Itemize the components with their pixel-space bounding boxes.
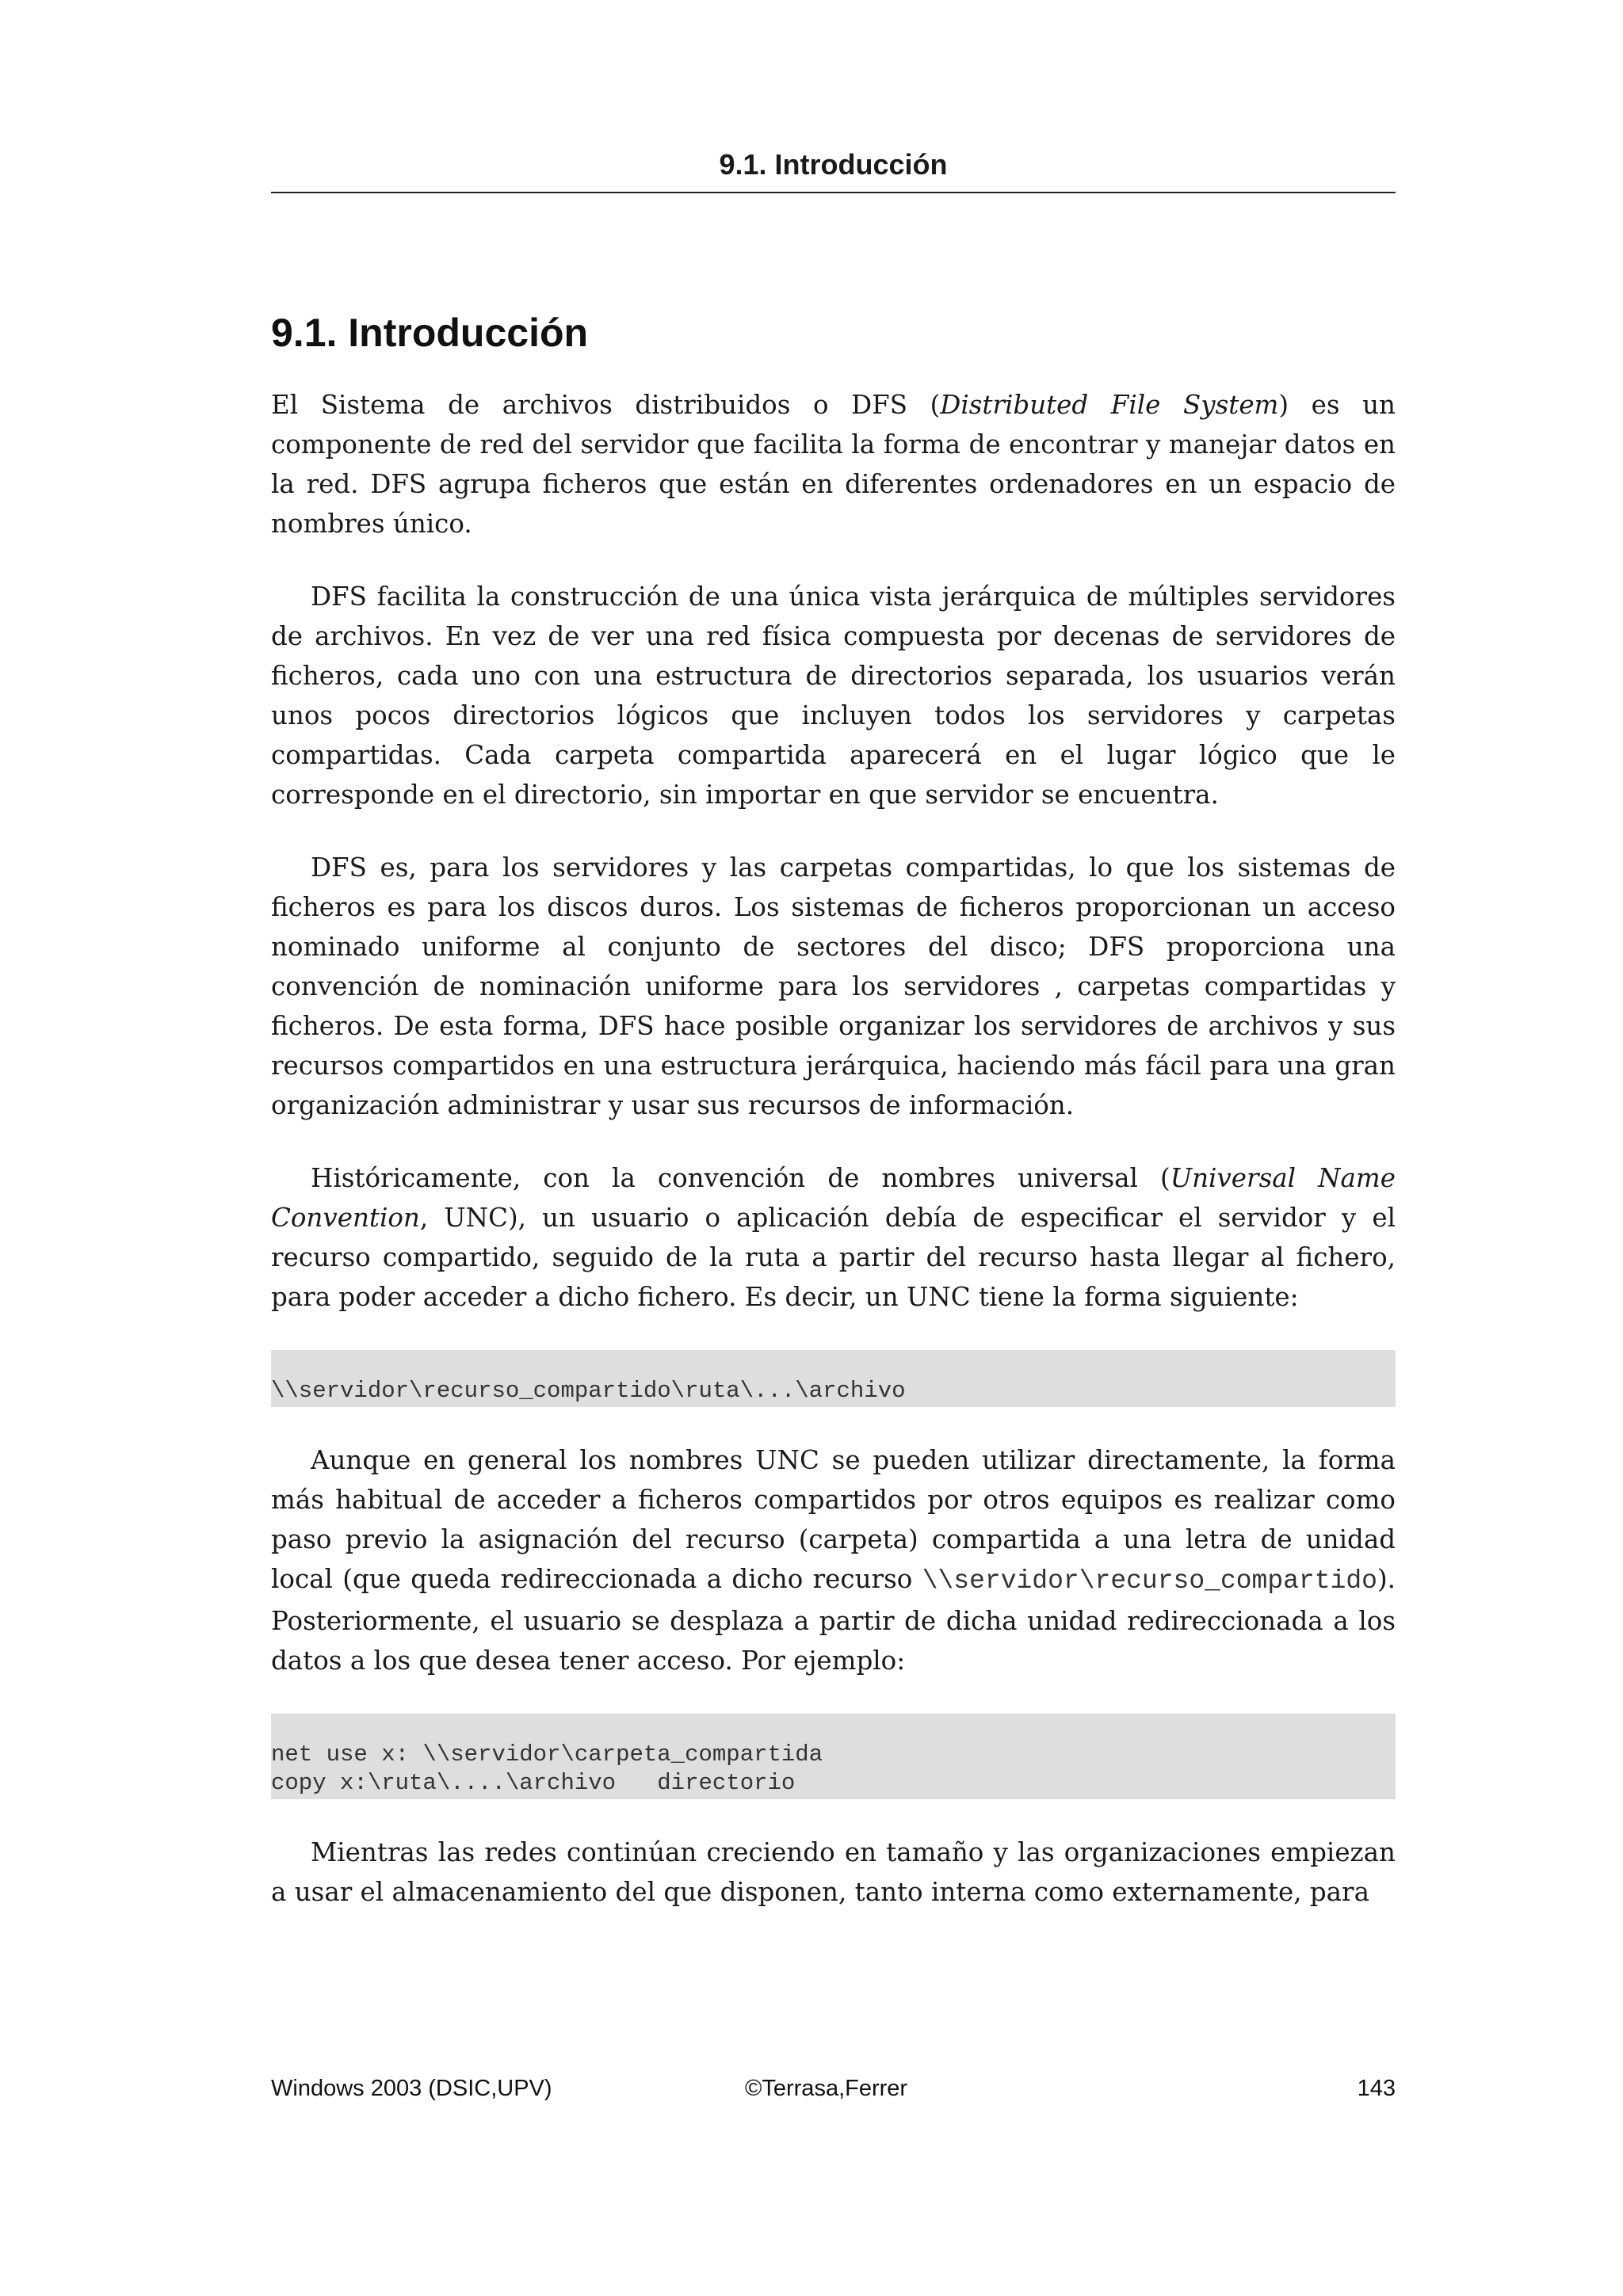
paragraph-4 — [271, 1158, 1396, 1317]
paragraph-4-part-b: , UNC), un usuario o aplicación debía de especificar el servidor y el recurso compartido, seguido de la ruta a partir del recurso hasta llegar al fichero, para poder acceder a dicho fichero. Es decir, un UNC tiene la forma siguiente: — [271, 1203, 1396, 1312]
paragraph-5-part-a: Aunque en general los nombres UNC se pueden utilizar directamente, la forma más habitual de acceder a ficheros compartidos por otros equipos es realizar como paso previo la asignación del recurso (carpeta) compartida a una letra de unidad local (que queda redireccionada a dicho recurso — [271, 1445, 1396, 1594]
paragraph-3: DFS es, para los servidores y las carpetas compartidas, lo que los sistemas de ficheros es para los discos duros. Los sistemas de ficheros proporcionan un acceso nominado uniforme al conjunto de sectores del disco; DFS proporciona una convención de nominación uniforme para los servidores , carpetas compartidas y ficheros. De esta forma, DFS hace posible organizar los servidores de archivos y sus recursos compartidos en una estructura jerárquica, haciendo más fácil para una gran organización administrar y usar sus recursos de información. — [271, 852, 1396, 1120]
code-line: \\servidor\recurso_compartido\ruta\...\archivo — [271, 1378, 906, 1404]
paragraph-5-part-b: ). Posteriormente, el usuario se desplaza a partir de dicha unidad redireccionada a los datos a los que desea tener acceso. Por ejemplo: — [271, 1564, 1396, 1676]
paragraph-1-part-a: El Sistema de archivos distribuidos o DFS ( — [271, 390, 941, 420]
code-block-net-use — [271, 1714, 1396, 1799]
paragraph-1-part-b: ) es un componente de red del servidor que facilita la forma de encontrar y manejar datos en la red. DFS agrupa ficheros que están en diferentes ordenadores en un espacio de nombres único. — [271, 390, 1396, 539]
paragraph-4-emphasis: Universal Name Convention — [271, 1163, 1396, 1233]
paragraph-4-part-a: Históricamente, con la convención de nombres universal ( — [311, 1163, 1170, 1193]
paragraph-2: DFS facilita la construcción de una única vista jerárquica de múltiples servidores de archivos. En vez de ver una red física compuesta por decenas de servidores de ficheros, cada uno con una estructura de directorios separada, los usuarios verán unos pocos directorios lógicos que incluyen todos los servidores y carpetas compartidas. Cada carpeta compartida aparecerá en el lugar lógico que le corresponde en el directorio, sin importar en que servidor se encuentra. — [271, 582, 1396, 810]
header-rule — [271, 192, 1396, 193]
footer-left-text: Windows 2003 (DSIC,UPV) — [271, 2076, 552, 2101]
code-line: net use x: \\servidor\carpeta_compartida — [271, 1741, 823, 1768]
paragraph-1 — [271, 385, 1396, 543]
page-number: 143 — [1357, 2076, 1396, 2101]
paragraph-5 — [271, 1440, 1396, 1680]
paragraph-6: Mientras las redes continúan creciendo en tamaño y las organizaciones empiezan a usar el almacenamiento del que disponen, tanto interna como externamente, para — [271, 1837, 1396, 1907]
paragraph-1-emphasis: Distributed File System — [940, 390, 1279, 420]
code-block-unc — [271, 1350, 1396, 1407]
paragraph-5-inline-code: \\servidor\recurso_compartido — [922, 1566, 1377, 1596]
running-header: 9.1. Introducción — [719, 148, 948, 181]
body-text — [271, 385, 1396, 1945]
code-line: copy x:\ruta\....\archivo directorio — [271, 1770, 796, 1796]
footer-copyright: ©Terrasa,Ferrer — [745, 2076, 908, 2101]
section-title: 9.1. Introducción — [271, 311, 589, 355]
